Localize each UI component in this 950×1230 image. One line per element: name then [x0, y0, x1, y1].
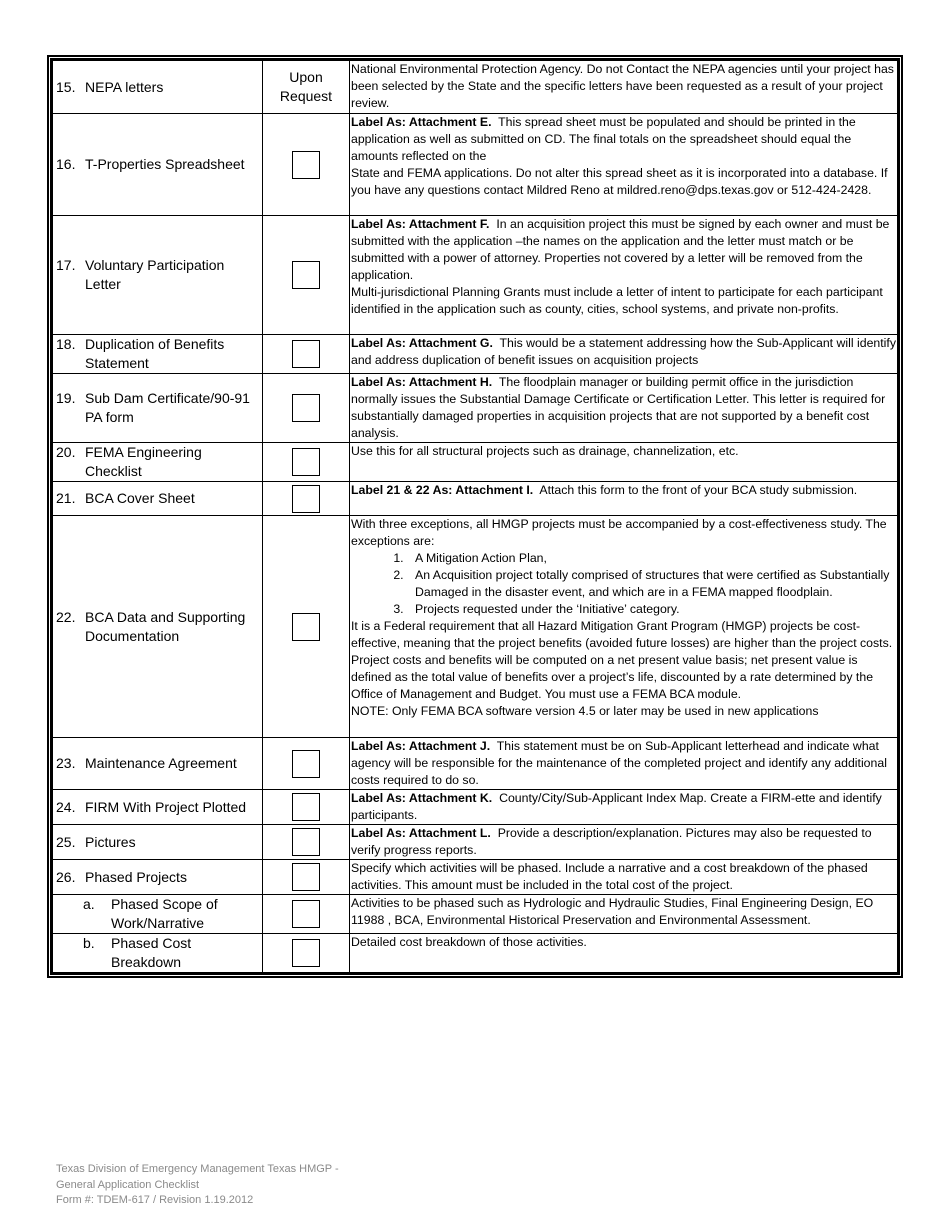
- item-label: Phased Scope of Work/Narrative: [111, 896, 218, 931]
- attachment-label: Label As: Attachment K.: [351, 791, 493, 805]
- item-label: BCA Data and Supporting Documentation: [85, 608, 246, 644]
- item-description: Detailed cost breakdown of those activities.: [351, 935, 587, 949]
- table-row: [53, 895, 898, 934]
- item-description: This statement must be on Sub-Applicant letterhead and indicate what agency will be responsible for the maintenance of the completed project and identify any additional costs required to do so.: [351, 739, 887, 787]
- item-number: b.: [83, 935, 95, 951]
- table-row: [53, 516, 898, 738]
- attachment-label: Label As: Attachment E.: [351, 115, 492, 129]
- checklist-table: [52, 60, 898, 973]
- item-description: Provide a description/explanation. Pictures may also be requested to verify progress reports.: [351, 826, 872, 857]
- checkbox[interactable]: [292, 863, 320, 891]
- item-description: National Environmental Protection Agency. Do not Contact the NEPA agencies until your project has been selected by the State and the specific letters have been requested as a result of your project review.: [351, 62, 894, 110]
- item-label: Phased Projects: [85, 868, 187, 885]
- exceptions-list: [351, 550, 896, 618]
- table-row: [53, 482, 898, 516]
- checklist-frame: [47, 55, 903, 978]
- checkbox[interactable]: [292, 900, 320, 928]
- item-number: 20.: [56, 444, 76, 460]
- item-number: 21.: [56, 490, 76, 506]
- checkbox[interactable]: [292, 793, 320, 821]
- item-number: 16.: [56, 156, 76, 172]
- item-description: In an acquisition project this must be signed by each owner and must be submitted with the application –the names on the application and the letter must match or be submitted with a power of attorney. Properties not covered by a letter will be removed from the application.: [351, 217, 890, 282]
- attachment-label: Label As: Attachment F.: [351, 217, 490, 231]
- item-label: FEMA Engineering Checklist: [85, 444, 202, 479]
- item-label: Maintenance Agreement: [85, 755, 237, 771]
- item-description-2: Multi-jurisdictional Planning Grants must include a letter of intent to participate for each participant identified in the application such as county, cities, school systems, and private non-profits.: [351, 285, 883, 316]
- attachment-label: Label As: Attachment J.: [351, 739, 491, 753]
- item-description-2: State and FEMA applications. Do not alter this spread sheet as it is incorporated into a database. If you have any questions contact Mildred Reno at mildred.reno@dps.texas.gov or 512-424-2428.: [351, 166, 888, 197]
- checkbox[interactable]: [292, 340, 320, 368]
- item-description: Specify which activities will be phased. Include a narrative and a cost breakdown of the phased activities. This amount must be included in the total cost of the project.: [351, 861, 868, 892]
- item-label: Duplication of Benefits Statement: [85, 336, 225, 371]
- table-row: [53, 934, 898, 973]
- item-label: Sub Dam Certificate/90-91 PA form: [85, 390, 250, 425]
- checkbox[interactable]: [292, 828, 320, 856]
- item-number: 18.: [56, 336, 76, 352]
- checkbox[interactable]: [292, 750, 320, 778]
- item-number: a.: [83, 896, 95, 912]
- item-number: 19.: [56, 390, 76, 406]
- list-item: 2. An Acquisition project totally comprised of structures that were certified as Substantially Damaged in the disaster event, and which are in a FEMA mapped floodplain.: [407, 567, 896, 601]
- checkbox[interactable]: [292, 261, 320, 289]
- item-description: This spread sheet must be populated and should be printed in the application as well as submitted on CD. The final totals on the spreadsheet should equal the amounts reflected on the: [351, 115, 856, 163]
- attachment-label: Label 21 & 22 As: Attachment I.: [351, 483, 534, 497]
- table-row: [53, 443, 898, 482]
- item-label: T-Properties Spreadsheet: [85, 156, 245, 172]
- page-footer: [56, 1162, 339, 1209]
- item-description: With three exceptions, all HMGP projects must be accompanied by a cost-effectiveness study. The exceptions are:: [351, 517, 887, 548]
- attachment-label: Label As: Attachment H.: [351, 375, 493, 389]
- checkbox[interactable]: [292, 485, 320, 513]
- item-number: 25.: [56, 833, 76, 850]
- footer-line: Texas Division of Emergency Management Texas HMGP -: [56, 1163, 339, 1175]
- footer-line: General Application Checklist: [56, 1178, 200, 1191]
- checkbox[interactable]: [292, 613, 320, 641]
- item-number: 26.: [56, 868, 76, 885]
- checkbox[interactable]: [292, 939, 320, 967]
- table-row: [53, 335, 898, 374]
- footer-form-number: Form #: TDEM-617 / Revision 1.19.2012: [56, 1194, 254, 1206]
- table-row: [53, 860, 898, 895]
- item-label: Phased Cost Breakdown: [111, 935, 192, 970]
- attachment-label: Label As: Attachment G.: [351, 336, 493, 350]
- item-description: Use this for all structural projects such as drainage, channelization, etc.: [351, 444, 739, 458]
- checkbox[interactable]: [292, 151, 320, 179]
- item-label: Voluntary Participation Letter: [85, 257, 225, 292]
- list-item: 3. Projects requested under the ‘Initiative’ category.: [407, 601, 896, 618]
- status-upon-request: Upon Request: [279, 69, 333, 104]
- table-row: [53, 61, 898, 114]
- checkbox[interactable]: [292, 394, 320, 422]
- item-label: Pictures: [85, 833, 136, 850]
- item-label: NEPA letters: [85, 78, 164, 95]
- item-number: 23.: [56, 755, 76, 771]
- list-item: 1. A Mitigation Action Plan,: [407, 550, 896, 567]
- table-row: [53, 738, 898, 790]
- item-description: Attach this form to the front of your BCA study submission.: [539, 483, 858, 497]
- item-number: 22.: [56, 608, 76, 625]
- item-label: FIRM With Project Plotted: [85, 798, 247, 815]
- item-label: BCA Cover Sheet: [85, 490, 195, 506]
- table-row: [53, 825, 898, 860]
- item-note: NOTE: Only FEMA BCA software version 4.5 or later may be used in new applications: [351, 704, 819, 718]
- item-number: 17.: [56, 257, 76, 273]
- table-row: [53, 114, 898, 216]
- item-description-2: It is a Federal requirement that all Hazard Mitigation Grant Program (HMGP) projects be cost-effective, meaning that the project benefits (avoided future losses) are higher than the project costs. Project costs and benefits will be computed on a net present value basis; net present value is defined as the total value of benefits over a project’s life, discounted by a rate determined by the Office of Management and Budget. You must use a FEMA BCA module.: [351, 619, 893, 701]
- table-row: [53, 790, 898, 825]
- item-number: 24.: [56, 798, 76, 815]
- item-number: 15.: [56, 78, 76, 95]
- table-row: [53, 216, 898, 335]
- item-description: This would be a statement addressing how the Sub-Applicant will identify and address duplication of benefit issues on acquisition projects: [351, 336, 896, 367]
- item-description: The floodplain manager or building permit office in the jurisdiction normally issues the Substantial Damage Certificate or Certification Letter. This letter is required for substantially damaged properties in acquisition projects that are not supported by a benefit cost analysis.: [351, 375, 886, 440]
- item-description: County/City/Sub-Applicant Index Map. Create a FIRM-ette and identify participants.: [351, 791, 882, 822]
- attachment-label: Label As: Attachment L.: [351, 826, 491, 840]
- item-description: Activities to be phased such as Hydrologic and Hydraulic Studies, Final Engineering Design, EO 11988 , BCA, Environmental Historical Preservation and Environmental Assessment.: [351, 896, 874, 927]
- checkbox[interactable]: [292, 448, 320, 476]
- table-row: [53, 374, 898, 443]
